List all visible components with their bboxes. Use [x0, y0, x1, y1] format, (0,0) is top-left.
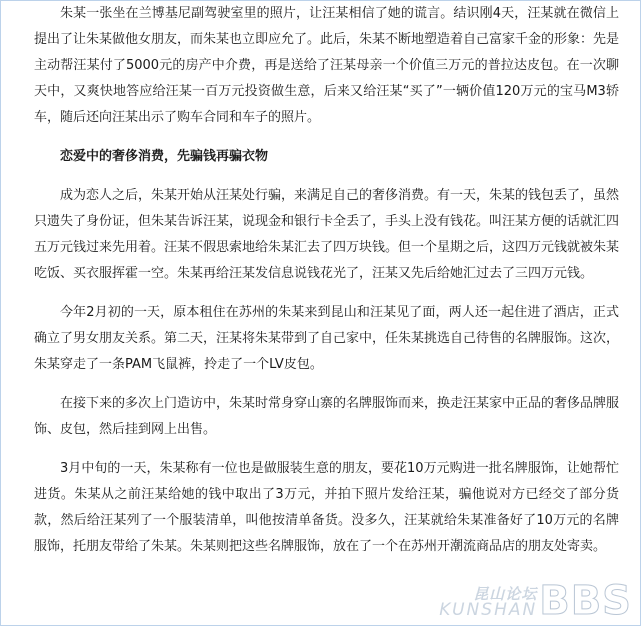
paragraph-5: 3月中旬的一天，朱某称有一位也是做服装生意的朋友，要花10万元购进一批名牌服饰，让她帮忙进货。朱某从之前汪某给她的钱中取出了3万元，并拍下照片发给汪某，骗他说对方已经交了部分货款，然后给汪某列了一个服装清单，叫他按清单备货。没多久，汪某就给朱某准备好了10万元的名牌服饰，托朋友带给了朱某。朱某则把这些名牌服饰，放在了一个在苏州开潮流商品店的朋友处寄卖。: [34, 461, 619, 554]
watermark-english: KUNSHAN: [439, 600, 538, 620]
paragraph-gap: [34, 378, 619, 391]
watermark-bbs: BBS: [539, 578, 632, 624]
paragraph-2: 成为恋人之后，朱某开始从汪某处行骗，来满足自己的奢侈消费。有一天，朱某的钱包丢了，虽然只遗失了身份证，但朱某告诉汪某，说现金和银行卡全丢了，手头上没有钱花。叫汪某方便的话就汇四五万元钱过来先用着。汪某不假思索地给朱某汇去了四万块钱。但一个星期之后，这四万元钱就被朱某吃饭、买衣服挥霍一空。朱某再给汪某发信息说钱花光了，汪某又先后给她汇过去了三四万元钱。: [34, 188, 620, 281]
watermark-logo: [439, 578, 632, 624]
article-body: [34, 1, 619, 560]
watermark-chinese: 昆山论坛: [473, 585, 538, 603]
paragraph-3: 今年2月初的一天，原本租住在苏州的朱某来到昆山和汪某见了面，两人还一起住进了酒店，正式确立了男女朋友关系。第二天，汪某将朱某带到了自己家中，任朱某挑选自己待售的名牌服饰。这次，朱某穿走了一条PAM飞鼠裤，拎走了一个LV皮包。: [34, 305, 620, 372]
paragraph-gap: [34, 131, 619, 144]
section-heading: 恋爱中的奢侈消费，先骗钱再骗衣物: [60, 149, 269, 164]
paragraph-4: 在接下来的多次上门造访中，朱某时常身穿山寨的名牌服饰而来，换走汪某家中正品的奢侈品牌服饰、皮包，然后挂到网上出售。: [34, 396, 620, 437]
paragraph-gap: [34, 443, 619, 456]
paragraph-gap: [34, 287, 619, 300]
paragraph-1: 朱某一张坐在兰博基尼副驾驶室里的照片，让汪某相信了她的谎言。结识刚4天，汪某就在微信上提出了让朱某做他女朋友，而朱某也立即应允了。此后，朱某不断地塑造着自己富家千金的形象：先是主动帮汪某付了5000元的房产中介费，再是送给了汪某母亲一个价值三万元的普拉达皮包。在一次聊天中，又爽快地答应给汪某一百万元投资做生意，后来又给汪某“买了”一辆价值120万元的宝马M3轿车，随后还向汪某出示了购车合同和车子的照片。: [34, 6, 620, 125]
paragraph-gap: [34, 170, 619, 183]
watermark-text: [439, 587, 537, 619]
